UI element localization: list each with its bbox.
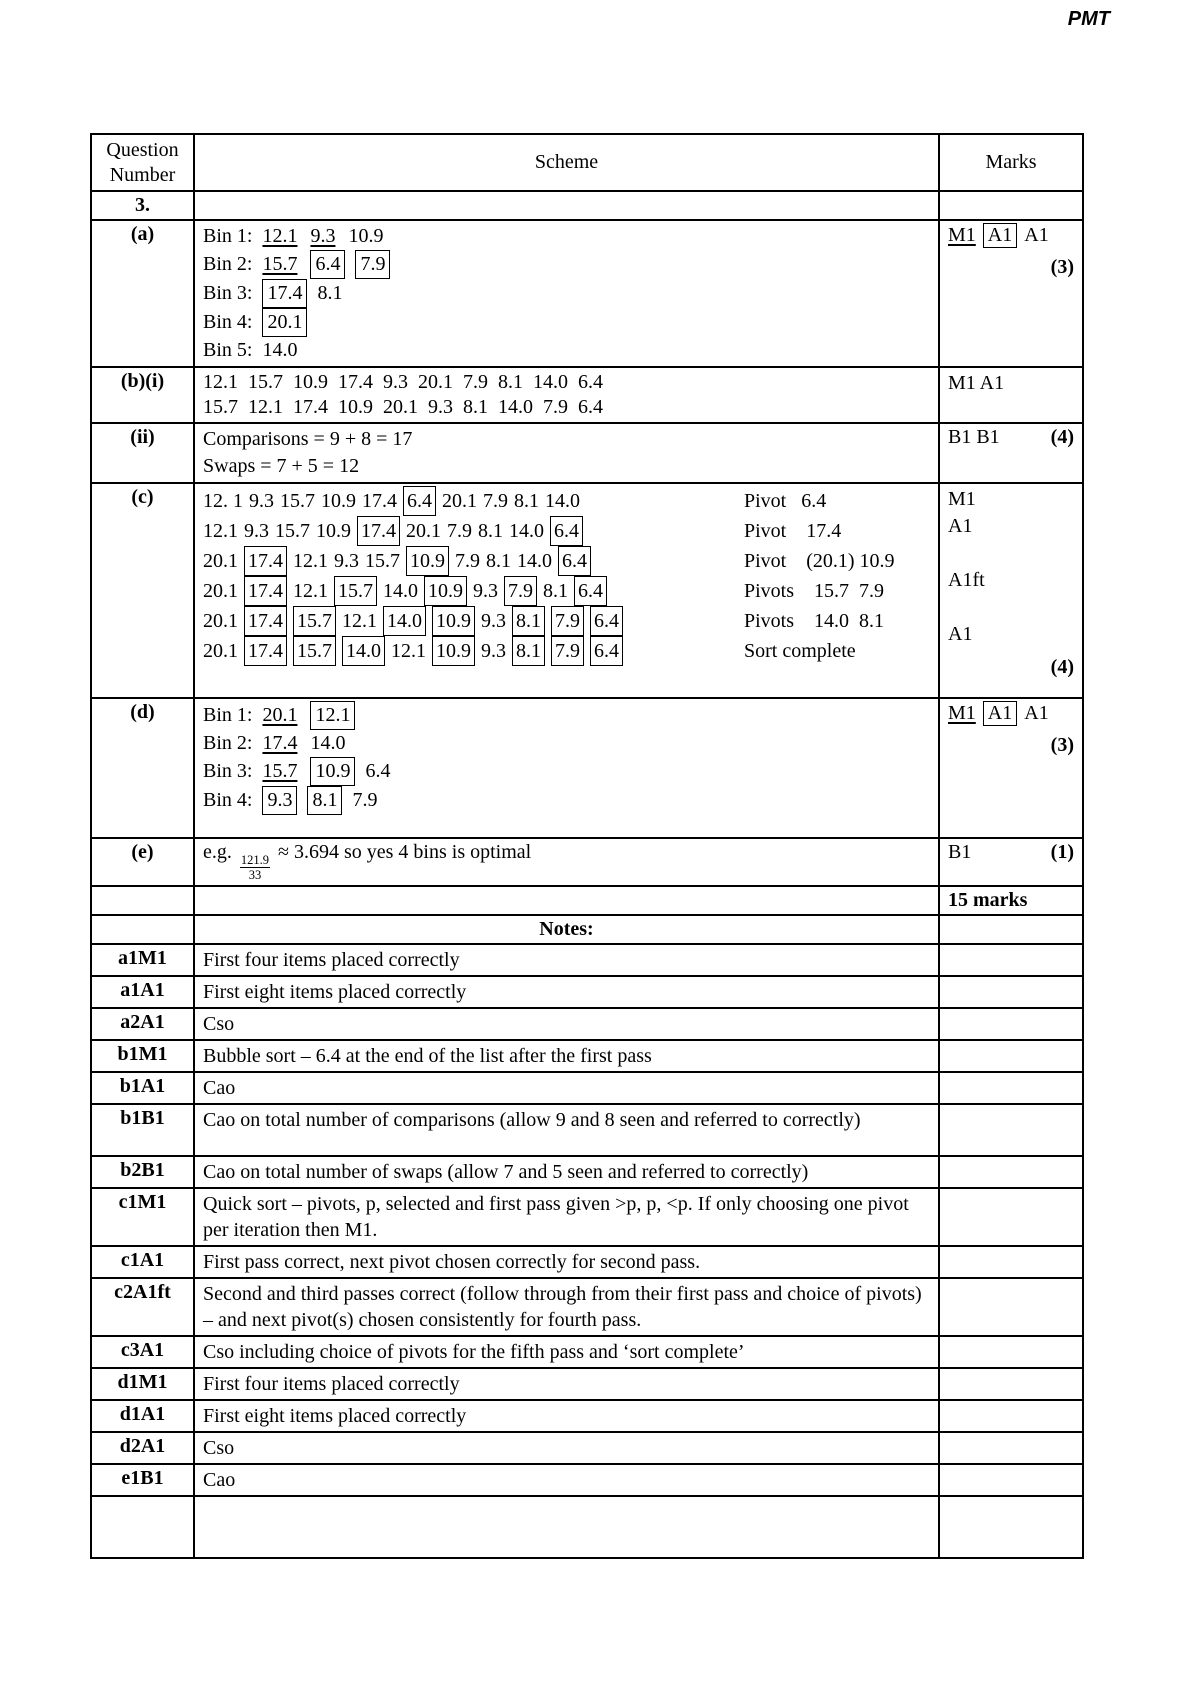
bin-line [203,308,930,337]
row-part-a [91,220,1083,367]
bin-values [262,789,390,811]
boxed-value: 8.1 [307,786,342,815]
boxed-value: 17.4 [244,546,287,576]
value: 9.3 [334,550,359,572]
marks-part-d [939,698,1083,838]
conclusion-text: ≈ 3.694 so yes 4 bins is optimal [278,841,532,863]
value: 9.3 [249,490,274,512]
marks-part-c [939,483,1083,698]
note-row [91,1336,1083,1368]
pass-values [203,606,744,636]
note-text: Bubble sort – 6.4 at the end of the list after the first pass [194,1040,939,1072]
mark-scheme-table [90,133,1084,1559]
notes-title: Notes: [194,915,939,944]
value: 8.1 [514,490,539,512]
empty-cell [194,886,939,915]
value: 6.4 [365,760,391,782]
value: 12.1 [293,550,328,572]
pass-values [203,546,744,576]
bin-label: Bin 1: [203,225,253,247]
note-row [91,1278,1083,1336]
note-code: b2B1 [91,1156,194,1188]
value: 10.9 [321,490,356,512]
note-code: a1M1 [91,944,194,976]
boxed-value: 7.9 [551,636,584,666]
bin-values [262,311,317,333]
note-row [91,1104,1083,1156]
col-header-marks: Marks [939,134,1083,191]
empty-cell [939,1336,1083,1368]
empty-cell [939,1188,1083,1246]
boxed-value: 6.4 [558,546,591,576]
boxed-value: 12.1 [310,701,355,730]
note-row [91,1008,1083,1040]
bin-line [203,279,930,308]
value: 12.1 [342,610,377,632]
bin-values [262,704,365,726]
pivot-label: Pivot (20.1) 10.9 [744,550,895,572]
bin-line [203,701,930,730]
note-text: Cao on total number of comparisons (allow 9 and 8 seen and referred to correctly) [194,1104,939,1156]
col-header-scheme: Scheme [194,134,939,191]
underlined-value: M1 [948,224,976,246]
note-text: First eight items placed correctly [194,976,939,1008]
sort-pass-line: 12.1 15.7 10.9 17.4 9.3 20.1 7.9 8.1 14.0 6.4 [203,371,603,393]
bin-label: Bin 3: [203,760,253,782]
boxed-value: 7.9 [355,250,390,279]
fraction-numerator: 121.9 [240,853,270,867]
note-text: Cao [194,1072,939,1104]
scheme-part-bi [194,367,939,423]
note-code: d1A1 [91,1400,194,1432]
note-row [91,976,1083,1008]
pivot-label: Sort complete [744,640,856,662]
bin-values [262,732,358,754]
mark-codes: M1 A1 [948,372,1005,394]
row-part-c [91,483,1083,698]
bin-values [262,282,355,304]
part-total: (3) [1050,734,1074,756]
value: 12.1 [293,580,328,602]
comparisons-line: Comparisons = 9 + 8 = 17 [203,428,413,450]
bin-line [203,250,930,279]
pivot-label: Pivots 14.0 8.1 [744,610,885,632]
empty-cell [939,1156,1083,1188]
bin-label: Bin 4: [203,311,253,333]
value: 20.1 [203,640,238,662]
empty-cell [939,1040,1083,1072]
boxed-value: 10.9 [310,757,355,786]
bin-line [203,730,930,757]
scheme-part-bii [194,423,939,483]
value: 20.1 [203,610,238,632]
note-code: c3A1 [91,1336,194,1368]
value: 15.7 [365,550,400,572]
note-code: c2A1ft [91,1278,194,1336]
bin-values [262,253,400,275]
bin-values [262,760,403,782]
pivot-label: Pivots 15.7 7.9 [744,580,885,602]
value: 20.1 [442,490,477,512]
value: 10.9 [348,225,384,247]
quicksort-pass [203,546,930,576]
value: 8.1 [478,520,503,542]
boxed-value: 9.3 [262,786,297,815]
boxed-value: 6.4 [550,516,583,546]
value: 12. 1 [203,490,243,512]
note-code: e1B1 [91,1464,194,1496]
value: 9.3 [473,580,498,602]
quicksort-pass [203,486,930,516]
boxed-value: 17.4 [244,636,287,666]
note-text: First pass correct, next pivot chosen correctly for second pass. [194,1246,939,1278]
total-marks: 15 marks [939,886,1083,915]
boxed-value: 10.9 [432,636,475,666]
boxed-value: 15.7 [334,576,377,606]
pass-values [203,486,744,516]
part-label-e: (e) [91,838,194,886]
marks-part-bi [939,367,1083,423]
value: 8.1 [486,550,511,572]
value: 14.0 [262,339,298,361]
value: 14.0 [310,732,346,754]
boxed-value: A1 [983,701,1017,726]
mark-code: B1 [948,841,972,863]
value: 7.9 [352,789,378,811]
swaps-line: Swaps = 7 + 5 = 12 [203,455,360,477]
boxed-value: 20.1 [262,308,307,337]
note-text: Cso including choice of pivots for the fifth pass and ‘sort complete’ [194,1336,939,1368]
underlined-value: 15.7 [262,253,298,275]
value: 9.3 [481,640,506,662]
note-row [91,1368,1083,1400]
part-label-d: (d) [91,698,194,838]
part-total: (3) [1050,256,1074,278]
mark-code: M1 [948,488,976,510]
row-part-e [91,838,1083,886]
boxed-value: 6.4 [574,576,607,606]
note-code: b1B1 [91,1104,194,1156]
boxed-value: 17.4 [262,279,307,308]
row-part-bi [91,367,1083,423]
bin-values [262,339,310,361]
value: A1 [1024,224,1049,246]
empty-cell [939,1368,1083,1400]
row-notes-title [91,915,1083,944]
value: 8.1 [543,580,568,602]
underlined-value: 20.1 [262,704,298,726]
bin-line [203,786,930,815]
value: 20.1 [203,550,238,572]
part-label-c: (c) [91,483,194,698]
underlined-value: 12.1 [262,225,298,247]
boxed-value: 14.0 [383,606,426,636]
note-text: First four items placed correctly [194,944,939,976]
empty-cell [91,886,194,915]
table-header-row [91,134,1083,191]
quicksort-pass [203,516,930,546]
empty-cell [939,1246,1083,1278]
note-text: Cso [194,1008,939,1040]
value: 12.1 [203,520,238,542]
value: 20.1 [406,520,441,542]
note-row [91,1400,1083,1432]
pmt-watermark: PMT [1067,8,1110,30]
note-code: b1A1 [91,1072,194,1104]
boxed-value: 17.4 [244,576,287,606]
boxed-value: 6.4 [310,250,345,279]
scheme-part-c [194,483,939,698]
empty-cell [939,1008,1083,1040]
empty-cell [939,976,1083,1008]
value: A1 [1024,702,1049,724]
boxed-value: 6.4 [590,636,623,666]
empty-cell [939,944,1083,976]
boxed-value: 14.0 [342,636,385,666]
scheme-part-e [194,838,939,886]
note-code: d2A1 [91,1432,194,1464]
boxed-value: 10.9 [406,546,449,576]
fraction [240,853,270,883]
empty-cell [939,1496,1083,1558]
value: 17.4 [362,490,397,512]
sort-pass-line: 15.7 12.1 17.4 10.9 20.1 9.3 8.1 14.0 7.9 6.4 [203,396,603,418]
row-part-bii [91,423,1083,483]
boxed-value: 15.7 [293,636,336,666]
marks-part-bii [939,423,1083,483]
part-total: (4) [1050,426,1074,448]
pass-values [203,516,744,546]
bin-label: Bin 3: [203,282,253,304]
row-part-d [91,698,1083,838]
empty-cell [939,1278,1083,1336]
bin-label: Bin 4: [203,789,253,811]
boxed-value: A1 [983,223,1017,248]
value: 20.1 [203,580,238,602]
value: 7.9 [483,490,508,512]
value: 9.3 [481,610,506,632]
note-code: c1M1 [91,1188,194,1246]
mark-code: A1 [948,515,973,537]
note-row [91,944,1083,976]
value: 14.0 [545,490,580,512]
value: 10.9 [316,520,351,542]
mark-codes [948,223,1074,248]
empty-cell [939,1072,1083,1104]
underlined-value: 17.4 [262,732,298,754]
note-row [91,1188,1083,1246]
bin-line [203,223,930,250]
underlined-value: 9.3 [310,225,336,247]
bin-label: Bin 2: [203,253,253,275]
underlined-value: M1 [948,702,976,724]
mark-code: A1 [948,623,973,645]
example-prefix: e.g. [203,841,232,863]
part-label-bi: (b)(i) [91,367,194,423]
question-number-row [91,191,1083,220]
value: 14.0 [509,520,544,542]
value: 15.7 [275,520,310,542]
note-row [91,1432,1083,1464]
mark-codes: B1 B1 [948,426,1000,448]
scheme-part-a [194,220,939,367]
note-code: b1M1 [91,1040,194,1072]
boxed-value: 17.4 [244,606,287,636]
pivot-label: Pivot 6.4 [744,490,827,512]
part-total: (4) [1050,656,1074,678]
boxed-value: 15.7 [293,606,336,636]
pass-values [203,636,744,666]
empty-cell [939,915,1083,944]
empty-cell [939,1432,1083,1464]
empty-cell [194,1496,939,1558]
note-text: Cao [194,1464,939,1496]
note-text: First four items placed correctly [194,1368,939,1400]
value: 15.7 [280,490,315,512]
note-code: a1A1 [91,976,194,1008]
value: 8.1 [317,282,343,304]
note-row [91,1040,1083,1072]
part-total: (1) [1050,841,1074,863]
bin-line [203,757,930,786]
bin-values [262,225,396,247]
boxed-value: 6.4 [590,606,623,636]
bin-label: Bin 2: [203,732,253,754]
note-row [91,1072,1083,1104]
note-text: Second and third passes correct (follow through from their first pass and choice of pivots) – and next pivot(s) chosen consistently for fourth pass. [194,1278,939,1336]
mark-code: A1ft [948,569,985,591]
marks-part-e [939,838,1083,886]
value: 9.3 [244,520,269,542]
empty-cell [91,1496,194,1558]
empty-cell [939,1104,1083,1156]
value: 14.0 [517,550,552,572]
note-text: Quick sort – pivots, p, selected and first pass given >p, p, <p. If only choosing one pivot per iteration then M1. [194,1188,939,1246]
note-code: c1A1 [91,1246,194,1278]
scheme-part-d [194,698,939,838]
note-row [91,1156,1083,1188]
underlined-value: 15.7 [262,760,298,782]
boxed-value: 7.9 [551,606,584,636]
value: 14.0 [383,580,418,602]
note-row [91,1246,1083,1278]
bin-label: Bin 5: [203,339,253,361]
marks-part-a [939,220,1083,367]
part-label-a: (a) [91,220,194,367]
value: 7.9 [455,550,480,572]
note-code: a2A1 [91,1008,194,1040]
quicksort-pass [203,576,930,606]
quicksort-pass [203,636,930,666]
boxed-value: 17.4 [357,516,400,546]
empty-row [91,1496,1083,1558]
quicksort-pass [203,606,930,636]
boxed-value: 6.4 [403,486,436,516]
empty-scheme-cell [194,191,939,220]
boxed-value: 7.9 [504,576,537,606]
boxed-value: 8.1 [512,636,545,666]
value: 7.9 [447,520,472,542]
mark-codes [948,701,1074,726]
fraction-denominator: 33 [248,868,262,883]
empty-cell [939,1400,1083,1432]
note-text: First eight items placed correctly [194,1400,939,1432]
part-label-bii: (ii) [91,423,194,483]
question-number: 3. [91,191,194,220]
empty-cell [939,1464,1083,1496]
row-total-marks [91,886,1083,915]
bin-line [203,337,930,364]
note-row [91,1464,1083,1496]
note-text: Cso [194,1432,939,1464]
pivot-label: Pivot 17.4 [744,520,842,542]
note-code: d1M1 [91,1368,194,1400]
empty-marks-cell [939,191,1083,220]
bin-label: Bin 1: [203,704,253,726]
note-text: Cao on total number of swaps (allow 7 and 5 seen and referred to correctly) [194,1156,939,1188]
boxed-value: 10.9 [432,606,475,636]
boxed-value: 8.1 [512,606,545,636]
empty-cell [91,915,194,944]
col-header-question-number: Question Number [91,134,194,191]
value: 12.1 [391,640,426,662]
boxed-value: 10.9 [424,576,467,606]
pass-values [203,576,744,606]
